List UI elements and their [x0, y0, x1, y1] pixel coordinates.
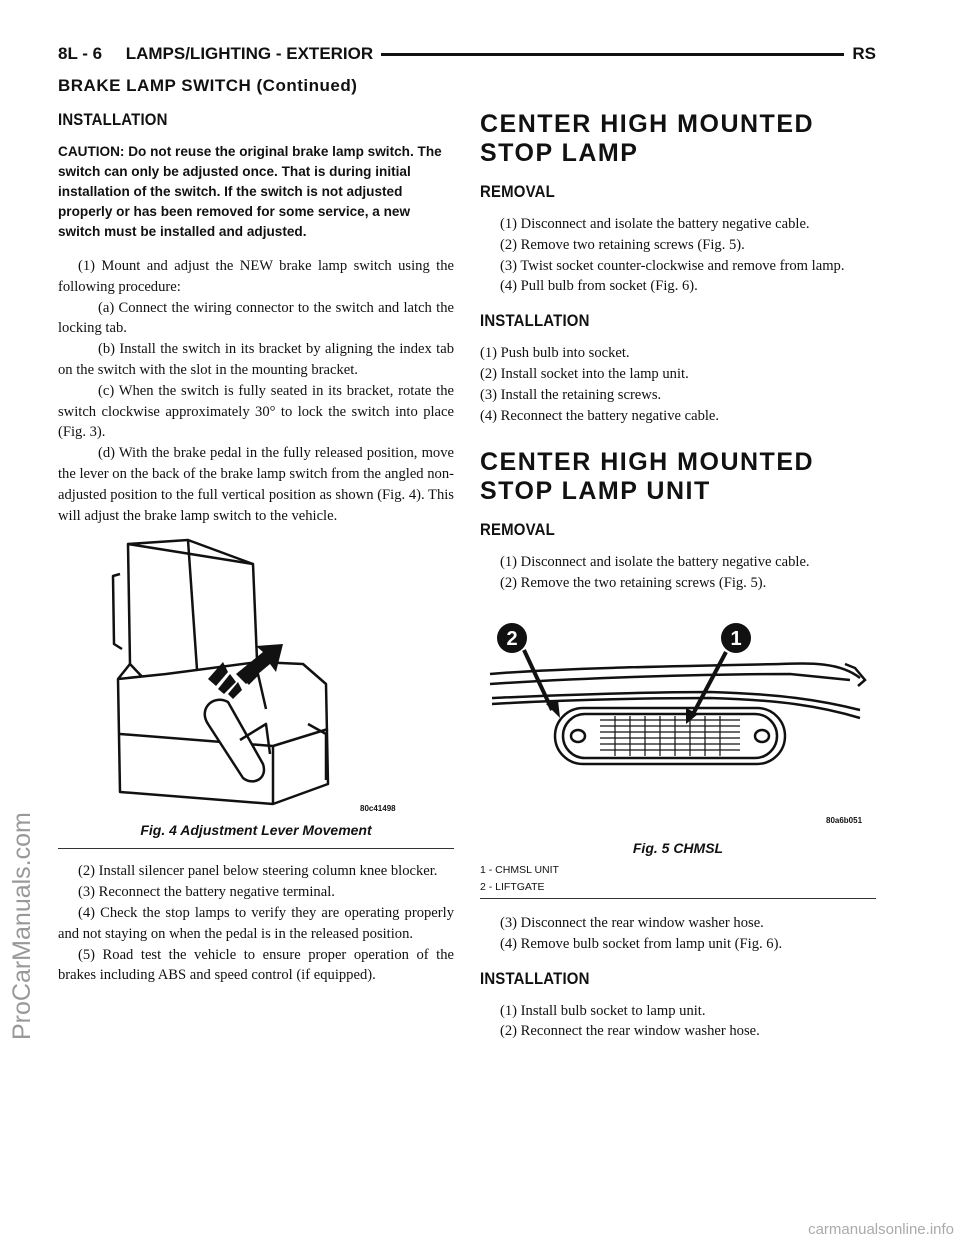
unit-removal-step-2: (2) Remove the two retaining screws (Fig. 5).: [500, 575, 767, 592]
install-step-4: (4) Reconnect the battery negative cable.: [480, 407, 720, 424]
figure-4-caption: Fig. 4 Adjustment Lever Movement: [140, 822, 372, 839]
legend-item-1: 1 - CHMSL UNIT: [480, 863, 559, 876]
chmsl-illustration: [480, 608, 876, 836]
left-column: [58, 110, 454, 986]
footer-link[interactable]: carmanualsonline.info: [808, 1221, 954, 1238]
right-column: [480, 110, 876, 1042]
figure-4: [58, 534, 454, 834]
step-5: (5) Road test the vehicle to ensure proper operation of the brakes including ABS and speed control (if equipped).: [58, 946, 454, 984]
unit-removal-step-4: (4) Remove bulb socket from lamp unit (Fig. 6).: [500, 935, 783, 952]
figure-4-tag: 80c41498: [360, 804, 396, 814]
continued-heading: BRAKE LAMP SWITCH (Continued): [58, 76, 358, 95]
figure-5-caption: Fig. 5 CHMSL: [632, 839, 724, 856]
chmsl-title: CENTER HIGH MOUNTED STOP LAMP: [480, 110, 815, 167]
install-step-3: (3) Install the retaining screws.: [480, 386, 662, 403]
unit-removal-step-1: (1) Disconnect and isolate the battery negative cable.: [500, 554, 810, 571]
figure-4-rule: [58, 848, 454, 849]
figure-5-tag: 80a6b051: [826, 815, 863, 825]
step-1: (1) Mount and adjust the NEW brake lamp switch using the following procedure:: [58, 258, 454, 295]
brake-switch-illustration: [58, 534, 454, 814]
header-left: 8L - 6 LAMPS/LIGHTING - EXTERIOR: [58, 44, 381, 64]
installation-heading-3: INSTALLATION: [480, 968, 590, 988]
callout-1: 1: [730, 627, 742, 650]
caution-text: CAUTION: Do not reuse the original brake lamp switch. The switch can only be adjusted once. That is during initial installation of the switch. If the switch is not adjusted properly or has been removed for some service, a new switch must be installed and adjusted.: [58, 144, 442, 239]
step-1c: (c) When the switch is fully seated in its bracket, rotate the switch clockwise approximately 30° to lock the switch into place (Fig. 3).: [58, 382, 454, 441]
installation-heading-2: INSTALLATION: [480, 311, 590, 331]
page-header: [58, 44, 876, 72]
install-step-1: (1) Push bulb into socket.: [480, 345, 630, 362]
unit-install-step-1: (1) Install bulb socket to lamp unit.: [500, 1002, 706, 1019]
watermark: ProCarManuals.com: [8, 812, 36, 1040]
callout-2: 2: [506, 627, 518, 650]
figure-5-rule: [480, 898, 876, 899]
step-1b: (b) Install the switch in its bracket by aligning the index tab on the switch with the slot in the mounting bracket.: [58, 341, 454, 378]
unit-install-step-2: (2) Reconnect the rear window washer hose.: [500, 1023, 760, 1040]
legend-item-2: 2 - LIFTGATE: [480, 880, 545, 893]
chmsl-unit-title: CENTER HIGH MOUNTED STOP LAMP UNIT: [480, 448, 815, 506]
header-right: RS: [844, 44, 876, 64]
step-3: (3) Reconnect the battery negative terminal.: [78, 884, 335, 901]
unit-removal-step-3: (3) Disconnect the rear window washer hose.: [500, 914, 764, 931]
step-1d: (d) With the brake pedal in the fully released position, move the lever on the back of the brake lamp switch from the angled non-adjusted position to the full vertical position as shown (Fig. 4). This will adjust the brake lamp switch to the vehicle.: [58, 445, 454, 524]
step-2: (2) Install silencer panel below steering column knee blocker.: [78, 863, 438, 880]
removal-heading: REMOVAL: [480, 182, 555, 201]
removal-step-2: (2) Remove two retaining screws (Fig. 5).: [500, 236, 745, 253]
removal-heading-2: REMOVAL: [480, 520, 555, 540]
install-step-2: (2) Install socket into the lamp unit.: [480, 365, 689, 382]
removal-step-3: (3) Twist socket counter-clockwise and remove from lamp.: [500, 257, 845, 274]
removal-step-4: (4) Pull bulb from socket (Fig. 6).: [500, 278, 698, 295]
installation-heading: INSTALLATION: [58, 110, 168, 129]
removal-step-1: (1) Disconnect and isolate the battery negative cable.: [500, 216, 810, 232]
step-1a: (a) Connect the wiring connector to the switch and latch the locking tab.: [58, 299, 454, 337]
figure-5: [480, 608, 876, 836]
step-4: (4) Check the stop lamps to verify they are operating properly and not staying on when the pedal is in the released position.: [58, 904, 454, 942]
